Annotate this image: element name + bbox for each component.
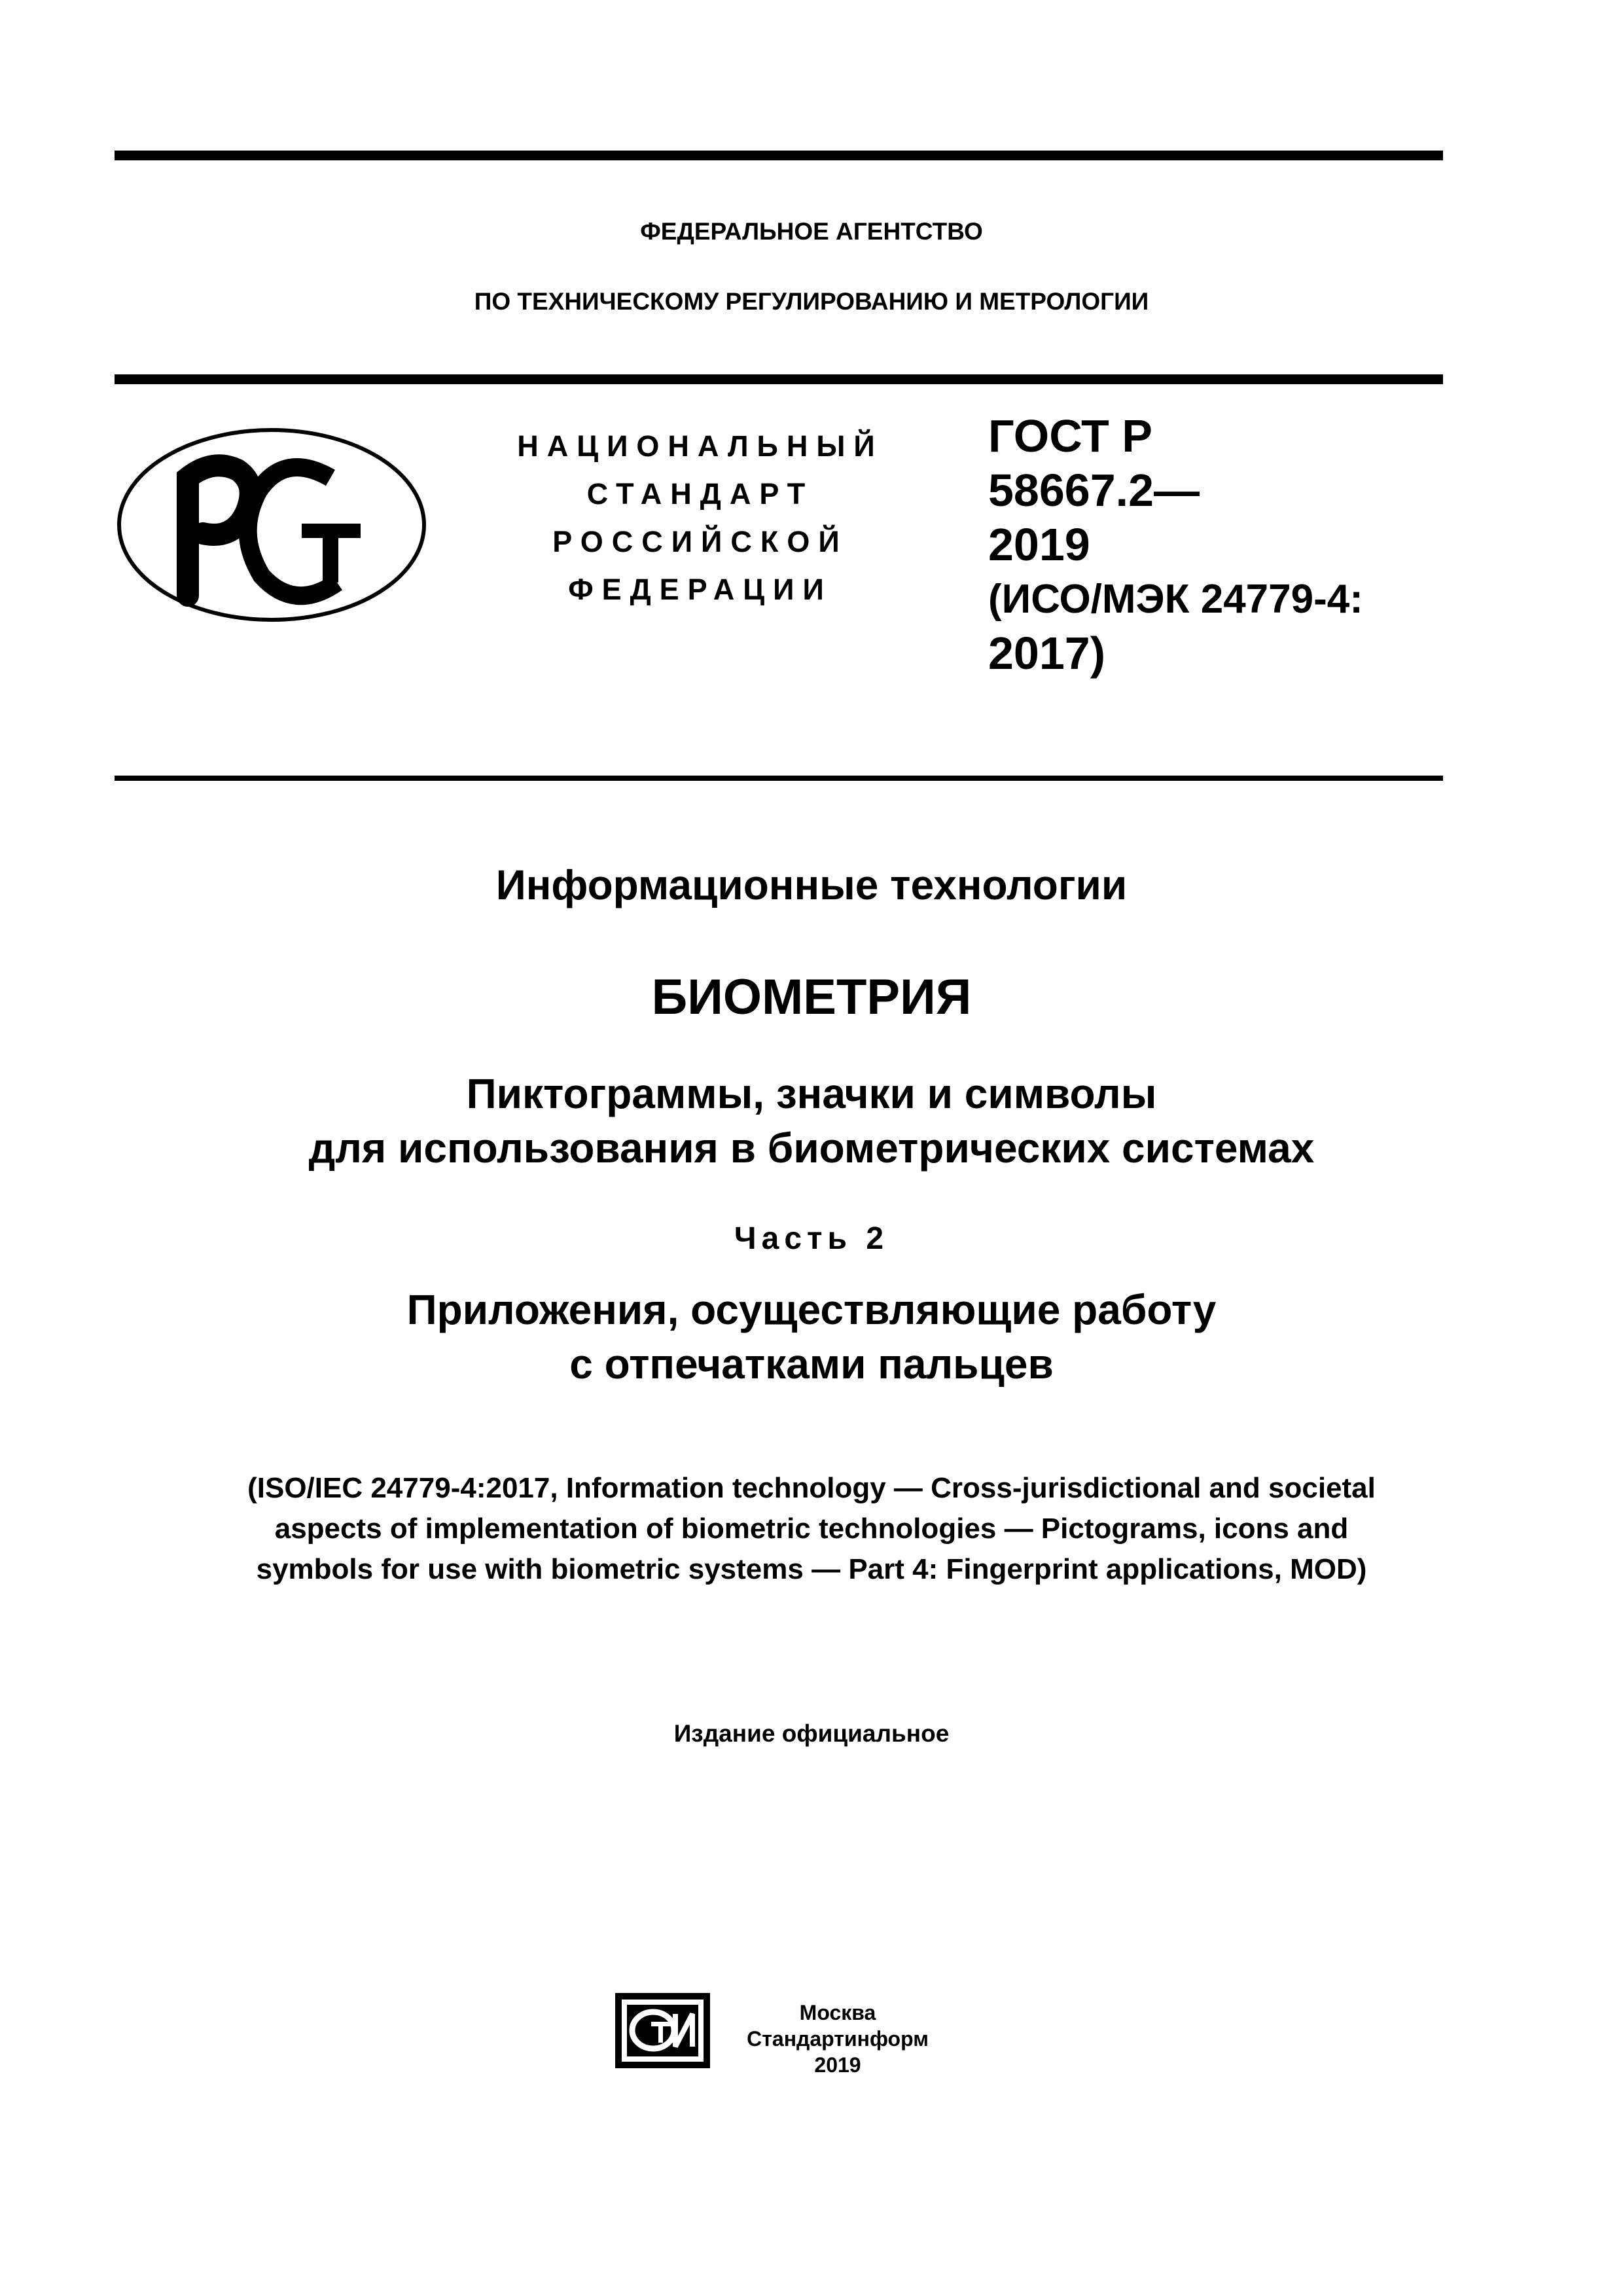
agency-rule: [115, 374, 1443, 384]
edition-label: Издание официальное: [673, 1720, 950, 1747]
title-part-line-2: с отпечатками пальцев: [569, 1340, 1054, 1388]
title-main: БИОМЕТРИЯ: [651, 969, 972, 1025]
gost-line-4: (ИСО/МЭК 24779-4:: [988, 577, 1363, 622]
publisher-block: [740, 2000, 936, 2078]
national-line-1: НАЦИОНАЛЬНЫЙ: [517, 429, 883, 463]
standard-rule: [115, 776, 1443, 781]
title-part: Часть 2: [734, 1221, 889, 1256]
gost-line-2: 58667.2—: [988, 465, 1200, 516]
national-line-3: РОССИЙСКОЙ: [552, 525, 848, 558]
title-subject-line-2: для использования в биометрических системах: [308, 1124, 1315, 1172]
title-part-line-1: Приложения, осуществляющие работу: [406, 1286, 1217, 1333]
gost-line-5: 2017): [988, 628, 1106, 679]
national-line-4: ФЕДЕРАЦИИ: [568, 573, 832, 606]
original-title-line-3: symbols for use with biometric systems — Part 4: Fingerprint applications, MOD): [256, 1553, 1367, 1585]
gost-line-1: ГОСТ Р: [988, 410, 1152, 461]
title-subject: [0, 1067, 1623, 1175]
agency-line-2: ПО ТЕХНИЧЕСКОМУ РЕГУЛИРОВАНИЮ И МЕТРОЛОГИИ: [474, 288, 1149, 315]
original-title-line-1: (ISO/IEC 24779-4:2017, Information technology — Cross-jurisdictional and societal: [247, 1472, 1376, 1504]
publisher-name: Стандартинформ: [747, 2027, 929, 2051]
publisher-year: 2019: [814, 2053, 861, 2077]
title-subject-line-1: Пиктограммы, значки и символы: [466, 1070, 1157, 1117]
standartinform-logo: [615, 1993, 710, 2068]
rst-logo-text: РСТ: [115, 425, 116, 426]
gost-number: [988, 409, 1446, 681]
rst-logo: [115, 425, 429, 625]
gost-line-3: 2019: [988, 519, 1090, 570]
original-title-line-2: aspects of implementation of biometric technologies — Pictograms, icons and: [274, 1513, 1349, 1545]
publisher-city: Москва: [799, 2001, 876, 2024]
agency-line-1: ФЕДЕРАЛЬНОЕ АГЕНТСТВО: [640, 218, 983, 245]
title-part-name: [0, 1283, 1623, 1391]
top-rule: [115, 151, 1443, 160]
original-title: [0, 1468, 1623, 1590]
national-standard-label: [471, 422, 929, 613]
national-line-2: СТАНДАРТ: [586, 477, 814, 511]
title-field: Информационные технологии: [495, 861, 1128, 908]
